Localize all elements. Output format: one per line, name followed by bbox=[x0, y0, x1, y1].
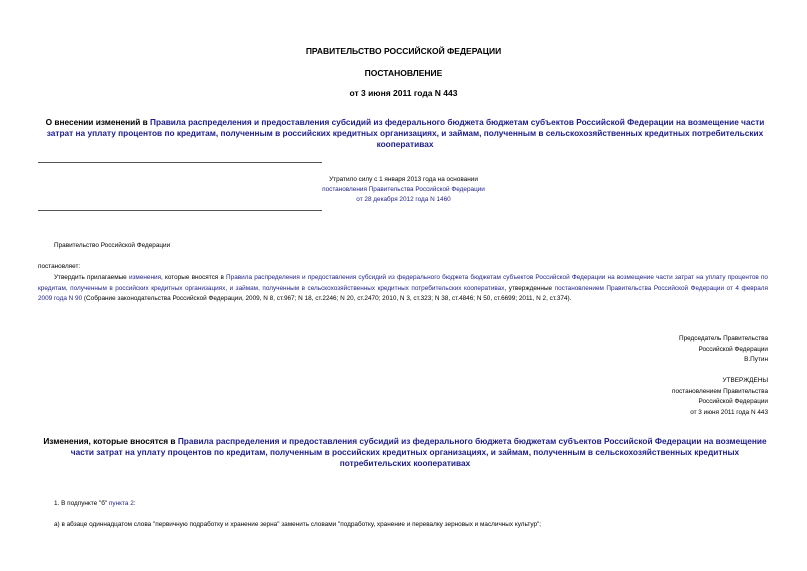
signature-name: В.Путин bbox=[744, 356, 768, 363]
government-heading: ПРАВИТЕЛЬСТВО РОССИЙСКОЙ ФЕДЕРАЦИИ bbox=[305, 46, 502, 56]
document-type: ПОСТАНОВЛЕНИЕ bbox=[364, 68, 443, 78]
title-rules-link[interactable]: Правила распределения и предоставления субсидий из федерального бюджета бюджетам субъектов Российской Федерации на возмещение части затрат на уплату процентов по кредитам, полученным в российских кредитных организациях, и займам, полученным в сельскохозяйственных кредитных потребительских кооперативах bbox=[46, 117, 765, 149]
approval-block bbox=[672, 376, 768, 418]
preamble-decides: постановляет: bbox=[38, 263, 81, 270]
expiry-note-text: Утратило силу с 1 января 2013 года на основании bbox=[329, 176, 478, 183]
changes-title bbox=[40, 436, 770, 469]
item-1 bbox=[54, 499, 136, 510]
changes-title-rules-link[interactable]: Правила распределения и предоставления субсидий из федерального бюджета бюджетам субъектов Российской Федерации на возмещение части затрат на уплату процентов по кредитам, полученным в российских кредитных организациях, и займам, полученным в сельскохозяйственных кредитных потребительских кооперативах bbox=[70, 436, 767, 468]
changes-link[interactable]: изменения bbox=[128, 274, 162, 281]
expiry-decree-date-link[interactable]: от 28 декабря 2012 года N 1460 bbox=[356, 196, 451, 203]
changes-title-prefix: Изменения, которые вносятся в bbox=[43, 436, 178, 446]
signature-title: Председатель Правительства bbox=[679, 335, 768, 342]
preamble-government: Правительство Российской Федерации bbox=[54, 242, 171, 249]
expiry-note bbox=[260, 175, 547, 205]
approval-line-3: Российской Федерации bbox=[698, 398, 768, 405]
resolution-text-4: (Собрание законодательства Российской Федерации, 2009, N 8, ст.967; N 18, ст.2246; N 20, ст.2470; 2010, N 3, ст.323; N 38, ст.4846; N 50, ст.6699; 2011, N 2, ст.374). bbox=[82, 295, 572, 302]
item-1-text: 1. В подпункте "б" bbox=[54, 500, 109, 507]
approval-line-4: от 3 июня 2011 года N 443 bbox=[690, 408, 768, 416]
decree-90-link[interactable]: постановлением Правительства Российской Федерации от 4 февраля 2009 года N 90 bbox=[38, 284, 768, 302]
resolution-text-1: Утвердить прилагаемые bbox=[54, 274, 129, 281]
item-1-a: а) в абзаце одиннадцатом слова "первичную подработку и хранение зерна" заменить словами "подработку, хранение и перевалку зерновых и масличных культур"; bbox=[54, 521, 542, 528]
title-prefix: О внесении изменений в bbox=[45, 117, 151, 127]
item-1-point-2-link[interactable]: пункта 2 bbox=[108, 500, 134, 507]
approval-line-2: постановлением Правительства bbox=[672, 387, 768, 395]
item-1-end: : bbox=[133, 500, 136, 507]
resolution-text-3: , утвержденные bbox=[504, 284, 555, 292]
divider-bottom bbox=[38, 210, 322, 211]
approval-heading: УТВЕРЖДЕНЫ bbox=[722, 377, 768, 384]
divider-top bbox=[38, 162, 322, 163]
document-title bbox=[40, 117, 770, 150]
signature-country: Российской Федерации bbox=[698, 345, 768, 353]
resolution-text-2: , которые вносятся в bbox=[161, 274, 227, 281]
resolution-paragraph bbox=[38, 273, 768, 305]
rules-link[interactable]: Правила распределения и предоставления субсидий из федерального бюджета бюджетам субъектов Российской Федерации на возмещение части затрат на уплату процентов по кредитам, полученным в российских кредитных организациях, и займам, полученным в сельскохозяйственных кредитных потребительских кооперативах bbox=[38, 274, 768, 292]
document-date-number: от 3 июня 2011 года N 443 bbox=[349, 88, 458, 98]
expiry-decree-link[interactable]: постановления Правительства Российской Федерации bbox=[322, 186, 485, 193]
signature-block bbox=[679, 334, 768, 366]
